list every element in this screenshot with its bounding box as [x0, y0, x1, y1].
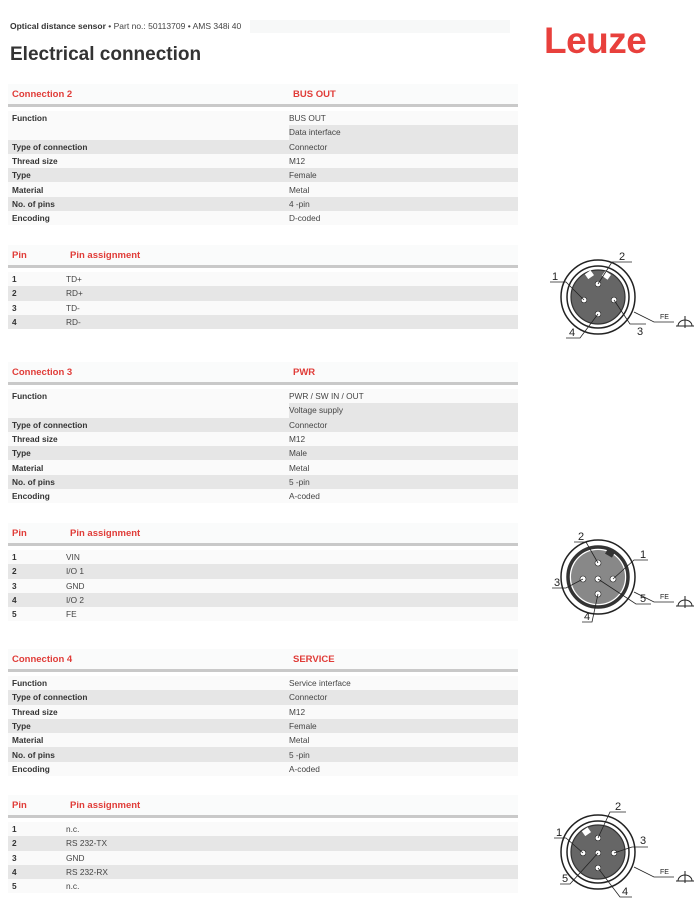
property-row: [8, 705, 518, 719]
property-label: Type of connection: [8, 418, 289, 432]
svg-text:FE: FE: [660, 314, 669, 321]
pin-row: [8, 851, 518, 865]
pin-row: [8, 564, 518, 578]
property-row: [8, 747, 518, 761]
connection-4-pin-table: [8, 795, 518, 893]
pin-table-header: [8, 795, 518, 818]
property-label: Encoding: [8, 489, 289, 503]
property-row: [8, 154, 518, 168]
property-row: [8, 168, 518, 182]
property-row: [8, 432, 518, 446]
svg-text:4: 4: [569, 327, 576, 339]
pin-number: 4: [8, 865, 66, 879]
property-label: Encoding: [8, 211, 289, 225]
property-value: Metal: [289, 460, 518, 474]
pin-number: 2: [8, 564, 66, 578]
pin-row: [8, 593, 518, 607]
property-label: Function: [8, 676, 289, 690]
pin-row: [8, 301, 518, 315]
pin-assignment: I/O 1: [66, 564, 518, 578]
pin-row: [8, 579, 518, 593]
property-row: [8, 733, 518, 747]
property-value: A-coded: [289, 762, 518, 776]
connection-2-pin-table: [8, 245, 518, 329]
pin-row: [8, 607, 518, 621]
connection-designation: SERVICE: [293, 653, 335, 665]
pin-assignment: RS 232-TX: [66, 836, 518, 850]
property-value: BUS OUT: [289, 111, 518, 125]
m12-connector-icon: [536, 522, 696, 632]
pin-number: 1: [8, 550, 66, 564]
property-value: 5 -pin: [289, 475, 518, 489]
col-pin: Pin: [12, 249, 27, 261]
connector-diagram-4pin-female: [536, 242, 696, 352]
svg-text:5: 5: [640, 593, 647, 605]
pin-assignment: GND: [66, 851, 518, 865]
property-value: Male: [289, 446, 518, 460]
svg-text:3: 3: [554, 577, 561, 589]
property-label: Type of connection: [8, 690, 289, 704]
pin-assignment: FE: [66, 607, 518, 621]
connection-name: Connection 2: [12, 88, 73, 100]
col-assignment: Pin assignment: [70, 527, 141, 539]
svg-text:1: 1: [640, 549, 647, 561]
property-value: Connector: [289, 690, 518, 704]
svg-text:3: 3: [640, 835, 647, 847]
connection-designation: BUS OUT: [293, 88, 336, 100]
svg-text:1: 1: [552, 271, 559, 283]
property-label: Thread size: [8, 432, 289, 446]
connection-4-properties: [8, 649, 518, 776]
property-value: Metal: [289, 182, 518, 196]
property-label: Thread size: [8, 154, 289, 168]
separator: •: [108, 21, 112, 31]
property-label: Type: [8, 168, 289, 182]
pin-row: [8, 272, 518, 286]
pin-number: 5: [8, 879, 66, 893]
ground-icon: [676, 596, 694, 608]
property-value: A-coded: [289, 489, 518, 503]
property-value: Service interface: [289, 676, 518, 690]
property-row: [8, 111, 518, 125]
separator: •: [187, 21, 191, 31]
pin-number: 2: [8, 286, 66, 300]
connector-diagram-5pin-female: [536, 797, 696, 907]
connection-3-properties: [8, 362, 518, 503]
pin-assignment: GND: [66, 579, 518, 593]
pin-assignment: TD+: [66, 272, 518, 286]
pin-assignment: n.c.: [66, 822, 518, 836]
svg-text:FE: FE: [660, 869, 669, 876]
property-label: Material: [8, 182, 289, 196]
pin-row: [8, 836, 518, 850]
pin-assignment: RD+: [66, 286, 518, 300]
connection-designation: PWR: [293, 366, 316, 378]
property-label: Material: [8, 460, 289, 474]
property-label: Type of connection: [8, 140, 289, 154]
connection-name: Connection 3: [12, 366, 73, 378]
property-value: M12: [289, 705, 518, 719]
leuze-logo: Leuze: [544, 20, 647, 61]
pin-assignment: n.c.: [66, 879, 518, 893]
pin-number: 1: [8, 272, 66, 286]
svg-text:1: 1: [556, 827, 563, 839]
property-value: Connector: [289, 140, 518, 154]
property-row: [8, 389, 518, 403]
pin-row: [8, 822, 518, 836]
pin-row: [8, 315, 518, 329]
section-header: [8, 84, 518, 107]
page-title: Electrical connection: [10, 44, 202, 65]
svg-text:5: 5: [562, 873, 569, 885]
property-row: [8, 762, 518, 776]
property-label: No. of pins: [8, 747, 289, 761]
property-label: Material: [8, 733, 289, 747]
property-value: 4 -pin: [289, 197, 518, 211]
property-row: [8, 489, 518, 503]
pin-number: 3: [8, 579, 66, 593]
property-value: Metal: [289, 733, 518, 747]
pin-table-header: [8, 523, 518, 546]
pin-number: 4: [8, 315, 66, 329]
pin-number: 1: [8, 822, 66, 836]
property-row: [8, 403, 518, 417]
pin-number: 3: [8, 301, 66, 315]
svg-text:2: 2: [615, 801, 622, 813]
pin-assignment: I/O 2: [66, 593, 518, 607]
pin-number: 2: [8, 836, 66, 850]
property-value: PWR / SW IN / OUT: [289, 389, 518, 403]
property-label: Type: [8, 446, 289, 460]
property-value: 5 -pin: [289, 747, 518, 761]
product-subtitle: [10, 21, 241, 31]
property-label: Encoding: [8, 762, 289, 776]
svg-text:4: 4: [622, 886, 629, 898]
pin-row: [8, 865, 518, 879]
pin-row: [8, 550, 518, 564]
property-row: [8, 418, 518, 432]
m12-connector-icon: [536, 242, 696, 352]
pin-row: [8, 286, 518, 300]
m12-connector-icon: [536, 797, 696, 907]
property-row: [8, 446, 518, 460]
property-label: [8, 403, 289, 417]
pin-number: 4: [8, 593, 66, 607]
property-label: No. of pins: [8, 475, 289, 489]
property-row: [8, 719, 518, 733]
property-row: [8, 690, 518, 704]
pin-assignment: RD-: [66, 315, 518, 329]
property-value: M12: [289, 154, 518, 168]
property-row: [8, 211, 518, 225]
property-row: [8, 197, 518, 211]
property-row: [8, 460, 518, 474]
property-row: [8, 475, 518, 489]
connection-name: Connection 4: [12, 653, 73, 665]
property-value: Voltage supply: [289, 403, 518, 417]
property-value: M12: [289, 432, 518, 446]
property-value: Connector: [289, 418, 518, 432]
ground-icon: [676, 316, 694, 328]
property-label: Function: [8, 111, 289, 125]
col-assignment: Pin assignment: [70, 249, 141, 261]
svg-text:2: 2: [619, 251, 626, 263]
svg-text:4: 4: [584, 611, 591, 623]
model-name: AMS 348i 40: [192, 21, 242, 31]
svg-text:2: 2: [578, 531, 585, 543]
property-label: Type: [8, 719, 289, 733]
property-label: [8, 125, 289, 139]
property-value: Female: [289, 719, 518, 733]
product-label: Optical distance sensor: [10, 21, 106, 31]
connector-diagram-5pin-male: [536, 522, 696, 632]
property-label: No. of pins: [8, 197, 289, 211]
col-pin: Pin: [12, 527, 27, 539]
pin-assignment: RS 232-RX: [66, 865, 518, 879]
col-pin: Pin: [12, 799, 27, 811]
svg-text:FE: FE: [660, 594, 669, 601]
ground-icon: [676, 871, 694, 883]
connection-3-pin-table: [8, 523, 518, 621]
connection-2-properties: [8, 84, 518, 225]
part-number: Part no.: 50113709: [113, 21, 186, 31]
pin-row: [8, 879, 518, 893]
pin-number: 3: [8, 851, 66, 865]
property-value: Data interface: [289, 125, 518, 139]
pin-table-header: [8, 245, 518, 268]
col-assignment: Pin assignment: [70, 799, 141, 811]
property-value: Female: [289, 168, 518, 182]
property-label: Function: [8, 389, 289, 403]
property-row: [8, 140, 518, 154]
pin-number: 5: [8, 607, 66, 621]
property-value: D-coded: [289, 211, 518, 225]
subtitle-bar: [250, 20, 510, 33]
property-label: Thread size: [8, 705, 289, 719]
svg-text:3: 3: [637, 326, 644, 338]
pin-assignment: VIN: [66, 550, 518, 564]
property-row: [8, 182, 518, 196]
property-row: [8, 676, 518, 690]
section-header: [8, 362, 518, 385]
pin-assignment: TD-: [66, 301, 518, 315]
property-row: [8, 125, 518, 139]
section-header: [8, 649, 518, 672]
